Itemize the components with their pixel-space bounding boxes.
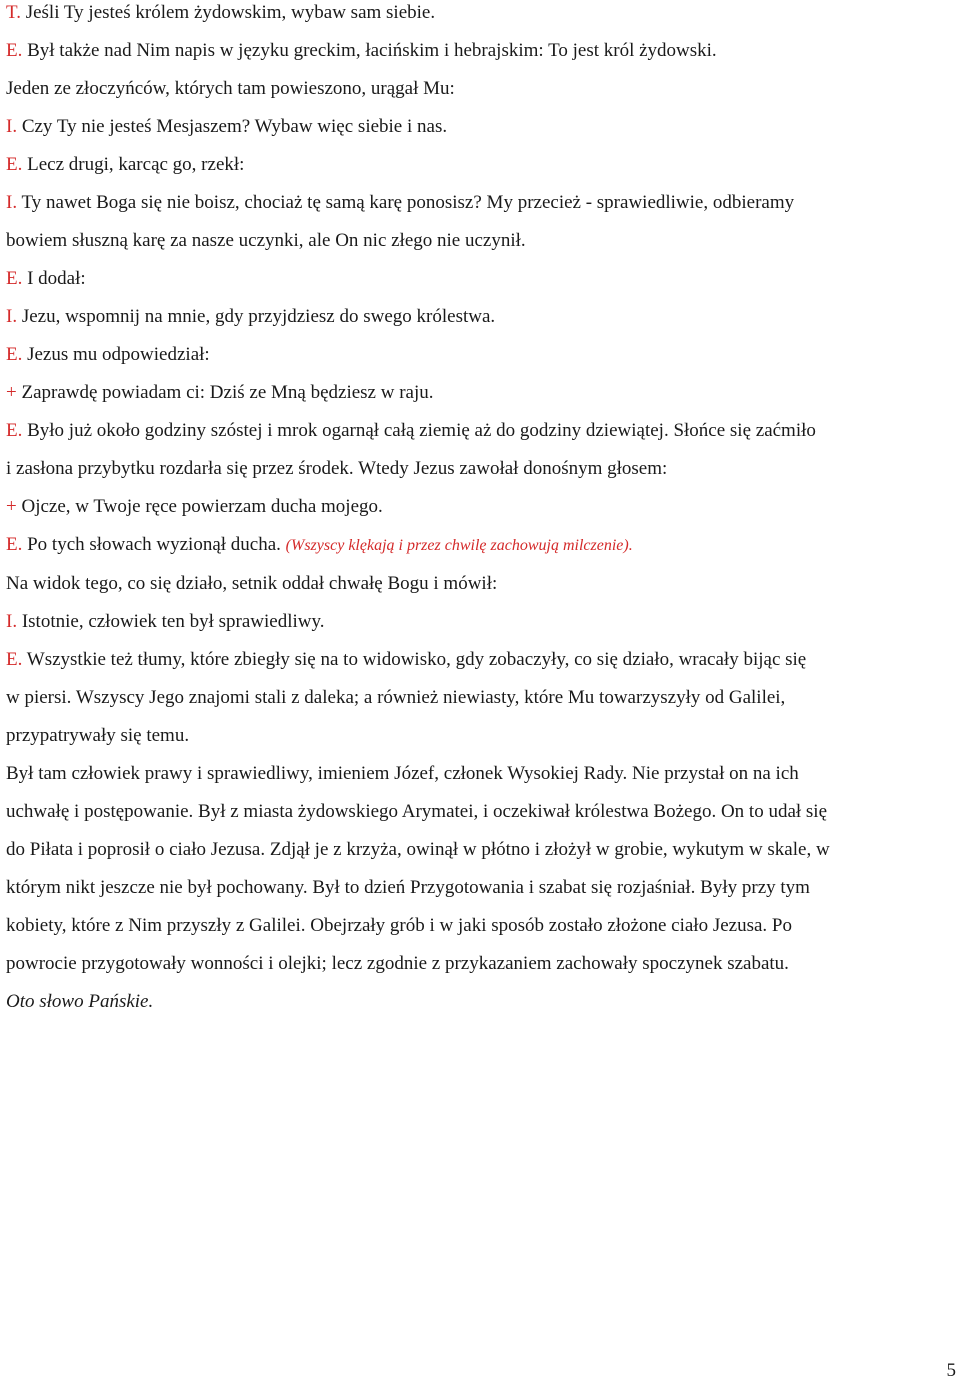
reading-line bbox=[6, 831, 958, 869]
line-text: do Piłata i poprosił o ciało Jezusa. Zdjął je z krzyża, owinął w płótno i złożył w grobie, wykutym w skale, w bbox=[6, 839, 830, 860]
speaker-label: I. bbox=[6, 611, 18, 632]
reading-line bbox=[6, 336, 958, 374]
line-text: i zasłona przybytku rozdarła się przez środek. Wtedy Jezus zawołał donośnym głosem: bbox=[6, 458, 668, 479]
reading-line bbox=[6, 0, 958, 32]
reading-line bbox=[6, 146, 958, 184]
line-text: przypatrywały się temu. bbox=[6, 725, 190, 746]
line-text: Czy Ty nie jesteś Mesjaszem? Wybaw więc siebie i nas. bbox=[17, 116, 448, 137]
reading-line bbox=[6, 184, 958, 222]
line-text: I dodał: bbox=[22, 268, 86, 289]
line-text: powrocie przygotowały wonności i olejki; lecz zgodnie z przykazaniem zachowały spoczynek szabatu. bbox=[6, 953, 789, 974]
speaker-label: I. bbox=[6, 306, 18, 327]
line-text: Na widok tego, co się działo, setnik oddał chwałę Bogu i mówił: bbox=[6, 573, 498, 594]
line-text: Ojcze, w Twoje ręce powierzam ducha mojego. bbox=[16, 496, 383, 517]
line-text: Ty nawet Boga się nie boisz, chociaż tę samą karę ponosisz? My przecież - sprawiedliwie, odbieramy bbox=[17, 192, 795, 213]
line-text: bowiem słuszną karę za nasze uczynki, ale On nic złego nie uczynił. bbox=[6, 230, 526, 251]
reading-line bbox=[6, 32, 958, 70]
speaker-label: E. bbox=[6, 40, 23, 61]
closing-acclamation: Oto słowo Pańskie. bbox=[6, 991, 154, 1012]
reading-line bbox=[6, 526, 958, 565]
reading-line bbox=[6, 755, 958, 793]
line-text: Jeden ze złoczyńców, których tam powieszono, urągał Mu: bbox=[6, 78, 455, 99]
speaker-label: E. bbox=[6, 420, 23, 441]
reading-line bbox=[6, 488, 958, 526]
scripture-reading bbox=[6, 0, 958, 1021]
reading-line bbox=[6, 70, 958, 108]
line-text: Zaprawdę powiadam ci: Dziś ze Mną będziesz w raju. bbox=[16, 382, 434, 403]
line-text: kobiety, które z Nim przyszły z Galilei. Obejrzały grób i w jaki sposób zostało złożone ciało Jezusa. Po bbox=[6, 915, 792, 936]
reading-line bbox=[6, 374, 958, 412]
reading-line bbox=[6, 222, 958, 260]
line-text: uchwałę i postępowanie. Był z miasta żydowskiego Arymatei, i oczekiwał królestwa Bożego. On to udał się bbox=[6, 801, 828, 822]
line-text: Jezus mu odpowiedział: bbox=[22, 344, 210, 365]
reading-line bbox=[6, 641, 958, 679]
speaker-label: E. bbox=[6, 154, 23, 175]
reading-line bbox=[6, 869, 958, 907]
speaker-label: E. bbox=[6, 649, 23, 670]
speaker-label: I. bbox=[6, 192, 18, 213]
speaker-label: E. bbox=[6, 534, 23, 555]
reading-line bbox=[6, 603, 958, 641]
speaker-label: + bbox=[6, 496, 17, 517]
line-text: Był tam człowiek prawy i sprawiedliwy, imieniem Józef, członek Wysokiej Rady. Nie przystał on na ich bbox=[6, 763, 799, 784]
reading-line bbox=[6, 260, 958, 298]
reading-line bbox=[6, 717, 958, 755]
reading-line bbox=[6, 298, 958, 336]
line-text: Było już około godziny szóstej i mrok ogarnął całą ziemię aż do godziny dziewiątej. Słońce się zaćmiło bbox=[22, 420, 816, 441]
reading-line bbox=[6, 907, 958, 945]
speaker-label: E. bbox=[6, 268, 23, 289]
speaker-label: + bbox=[6, 382, 17, 403]
line-text: Lecz drugi, karcąc go, rzekł: bbox=[22, 154, 245, 175]
line-text: Był także nad Nim napis w języku greckim, łacińskim i hebrajskim: To jest król żydowski. bbox=[22, 40, 717, 61]
line-text: Jezu, wspomnij na mnie, gdy przyjdziesz do swego królestwa. bbox=[17, 306, 496, 327]
line-text: Jeśli Ty jesteś królem żydowskim, wybaw sam siebie. bbox=[20, 2, 436, 23]
liturgical-rubric: (Wszyscy klękają i przez chwilę zachowują milczenie). bbox=[285, 537, 633, 554]
line-text: Wszystkie też tłumy, które zbiegły się na to widowisko, gdy zobaczyły, co się działo, wracały bijąc się bbox=[22, 649, 807, 670]
speaker-label: E. bbox=[6, 344, 23, 365]
reading-line bbox=[6, 679, 958, 717]
line-text: Po tych słowach wyzionął ducha. bbox=[22, 534, 286, 555]
reading-line bbox=[6, 412, 958, 450]
line-text: Istotnie, człowiek ten był sprawiedliwy. bbox=[17, 611, 325, 632]
reading-line bbox=[6, 793, 958, 831]
reading-line bbox=[6, 565, 958, 603]
speaker-label: I. bbox=[6, 116, 18, 137]
speaker-label: T. bbox=[6, 2, 21, 23]
reading-line bbox=[6, 945, 958, 983]
line-text: w piersi. Wszyscy Jego znajomi stali z daleka; a również niewiasty, które Mu towarzyszyły od Galilei, bbox=[6, 687, 786, 708]
reading-line bbox=[6, 450, 958, 488]
line-text: którym nikt jeszcze nie był pochowany. Był to dzień Przygotowania i szabat się rozjaśniał. Były przy tym bbox=[6, 877, 810, 898]
reading-line bbox=[6, 108, 958, 146]
page-number: 5 bbox=[946, 1360, 956, 1381]
